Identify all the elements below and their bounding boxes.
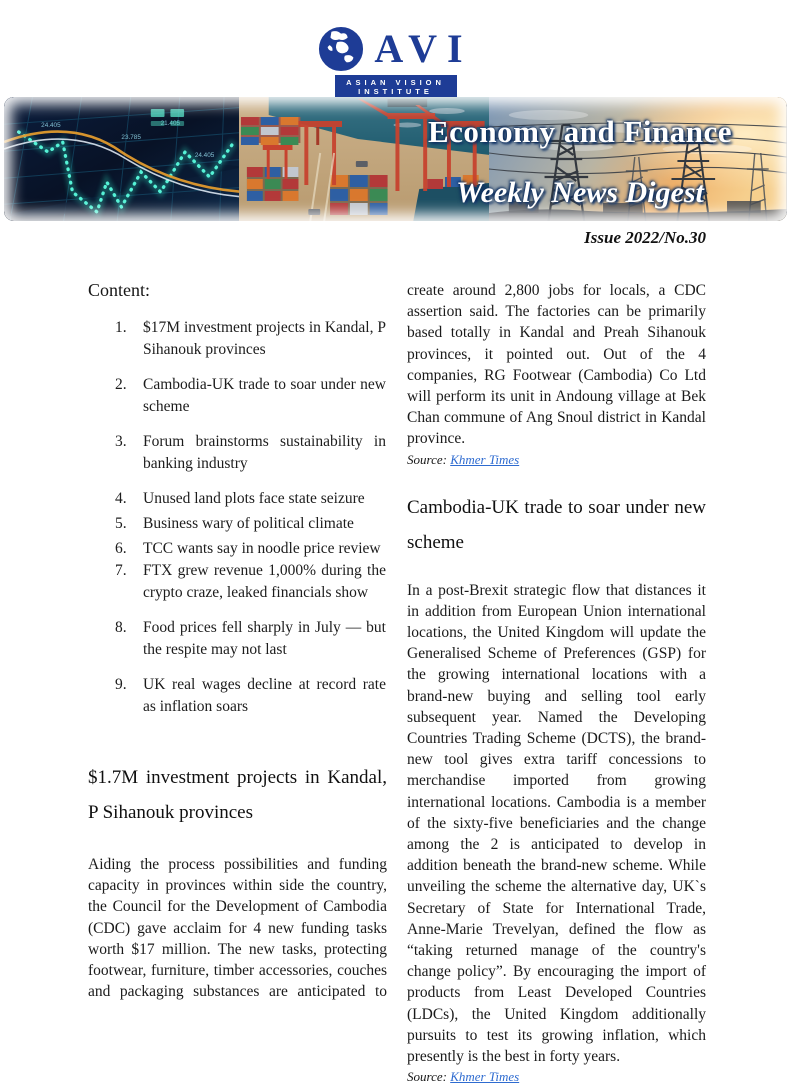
chart-number: 23.785	[121, 133, 141, 142]
avi-tagline: ASIAN VISION INSTITUTE	[335, 75, 457, 98]
right-column	[407, 280, 706, 1085]
toc-item-2: Cambodia-UK trade to soar under new scheme	[143, 376, 386, 415]
article-2-source-line	[407, 1069, 706, 1085]
banner-title: Economy and Finance	[427, 114, 733, 149]
article-1-heading: $1.7M investment projects in Kandal, P Sihanouk provinces	[88, 767, 387, 823]
toc-item-8: Food prices fell sharply in July — but the respite may not last	[143, 619, 386, 658]
toc-item-3: Forum brainstorms sustainability in banking industry	[143, 433, 386, 472]
article-1-body-right: create around 2,800 jobs for locals, a CDC assertion said. The factories can be primarily based totally in Kandal and Preah Sihanouk provinces, it pointed out. Out of the 4 companies, RG Footwear (Cambodia) Co Ltd will perform its unit in Andoung village at Bek Chan commune of Ang Snoul district in Kandal province.	[407, 282, 706, 448]
content-title: Content:	[88, 280, 150, 300]
source-label: Source:	[407, 1069, 447, 1085]
toc-item-6: TCC wants say in noodle price review	[143, 540, 381, 557]
chart-number: 21.405	[160, 119, 181, 128]
toc-item-5: Business wary of political climate	[143, 515, 354, 532]
khmer-times-link[interactable]: Khmer Times	[450, 451, 520, 467]
left-column	[88, 280, 387, 1085]
khmer-times-link[interactable]: Khmer Times	[450, 1069, 520, 1085]
document-body	[88, 280, 706, 1085]
avi-wordmark: AVI	[374, 26, 473, 71]
toc-item-9: UK real wages decline at record rate as inflation soars	[143, 676, 386, 715]
article-2-body: In a post-Brexit strategic flow that distances it in addition from European Union international locations, the United Kingdom will update the Generalised Scheme of Preferences (GSP) for the growing international locations with a brand-new buying and selling tool early subsequent year. Named the Developing Countries Trading Scheme (DCTS), the brand-new tool gives extra tariff concessions to merchandise imported from growing international locations. Cambodia is a member of the sixty-five beneficiaries and the change among the 2 is anticipated to develop in addition beneath the brand-new scheme. While unveiling the scheme the alternative day, UK`s Secretary of State for International Trade, Anne-Marie Trevelyan, defined the flow as “taking returned manage of the country's change policy”. By encouraging the import of products from Least Developed Countries (LDCs), the United Kingdom additionally pursuits to test its growing inflation, which presently is the best in forty years.	[407, 581, 706, 1066]
article-2-heading: Cambodia-UK trade to soar under new scheme	[407, 496, 706, 553]
issue-number: Issue 2022/No.30	[584, 228, 706, 247]
article-1-source-line	[407, 452, 706, 468]
source-label: Source:	[407, 451, 447, 467]
toc-item-1: $17M investment projects in Kandal, P Sihanouk provinces	[143, 319, 386, 358]
avi-logo	[0, 0, 791, 98]
stock-chart-image	[4, 97, 239, 221]
toc-item-7: FTX grew revenue 1,000% during the crypto craze, leaked financials show	[143, 562, 386, 601]
chart-number: 24.405	[194, 151, 215, 160]
banner-subtitle: Weekly News Digest	[456, 176, 704, 209]
article-1-body-left: Aiding the process possibilities and funding capacity in provinces within side the country, the Council for the Development of Cambodia (CDC) gave acclaim for 4 new funding tasks worth $17 million. The new tasks, protecting footwear, furniture, timber accessories, couches and packaging substances are anticipated to	[88, 856, 387, 1001]
chart-number: 24.405	[41, 121, 61, 130]
globe-icon	[318, 26, 364, 72]
toc-item-4: Unused land plots face state seizure	[143, 490, 365, 507]
banner-image	[4, 97, 787, 221]
table-of-contents	[143, 317, 386, 718]
